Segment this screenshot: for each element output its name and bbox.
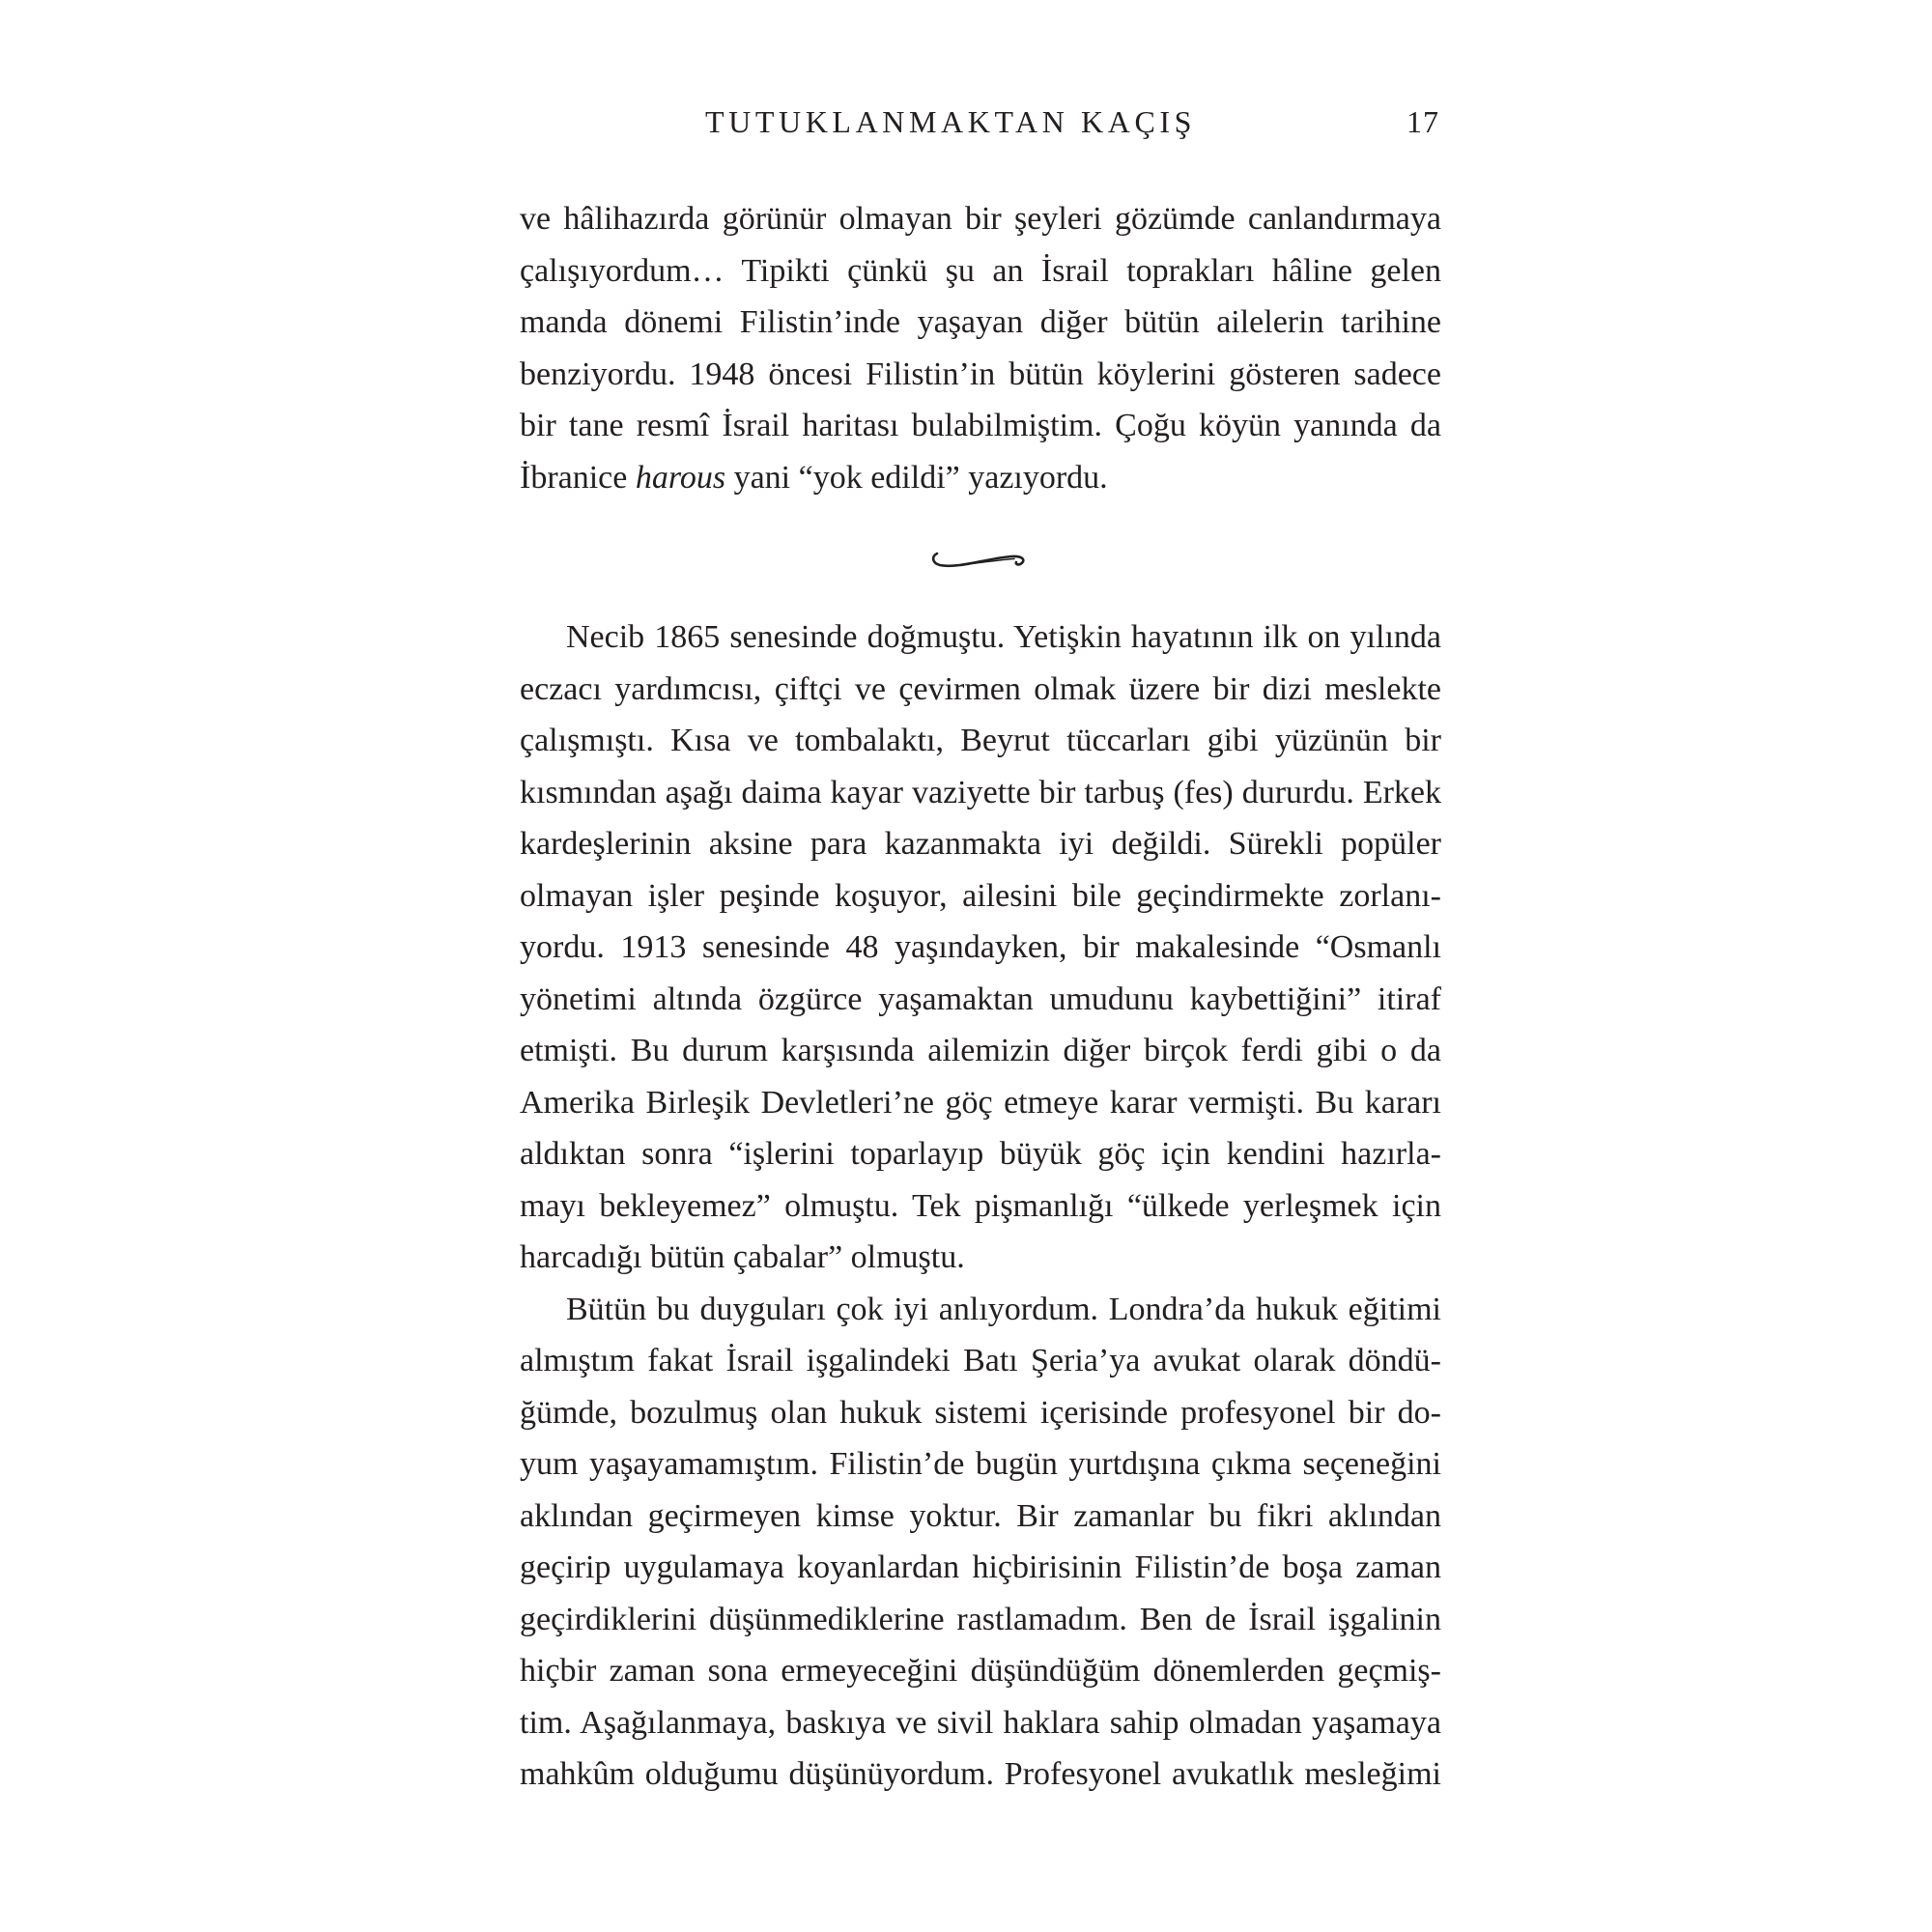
text-line: harcadığı bütün çabalar” olmuştu. (520, 1239, 965, 1275)
paragraph-1 (520, 193, 1441, 503)
page-number: 17 (1406, 104, 1439, 139)
text-line: geçirdiklerini düşünmediklerine rastlamadım. Ben de İsrail işgalinin (520, 1601, 1441, 1637)
text-line: Bütün bu duyguları çok iyi anlıyordum. Londra’da hukuk eğitimi (566, 1291, 1441, 1327)
text-line: mayı bekleyemez” olmuştu. Tek pişmanlığı “ülkede yerleşmek için (520, 1187, 1441, 1224)
text-line: manda dönemi Filistin’inde yaşayan diğer bütün ailelerin tarihine (520, 304, 1441, 340)
text-line: almıştım fakat İsrail işgalindeki Batı Şeria’ya avukat olarak döndü- (520, 1343, 1441, 1378)
text-line: yordu. 1913 senesinde 48 yaşındayken, bir makalesinde “Osmanlı (520, 929, 1441, 965)
text-line: çalışmıştı. Kısa ve tombalaktı, Beyrut tüccarları gibi yüzünün bir (520, 723, 1441, 758)
text-run: İbranice (520, 459, 636, 496)
text-line: kısmından aşağı daima kayar vaziyette bir tarbuş (fes) dururdu. Erkek (520, 774, 1441, 810)
running-head-title: TUTUKLANMAKTAN KAÇIŞ (705, 104, 1197, 139)
text-line: bir tane resmî İsrail haritası bulabilmiştim. Çoğu köyün yanında da (520, 408, 1441, 443)
paragraph-3 (520, 1284, 1441, 1801)
text-line: yum yaşayamamıştım. Filistin’de bugün yurtdışına çıkma seçeneğini (520, 1446, 1441, 1482)
text-line: benziyordu. 1948 öncesi Filistin’in bütün köylerini gösteren sadece (520, 355, 1441, 392)
text-line (520, 452, 1441, 504)
text-line: Necib 1865 senesinde doğmuştu. Yetişkin hayatının ilk on yılında (566, 619, 1441, 655)
text-line: geçirip uygulamaya koyanlardan hiçbirisinin Filistin’de boşa zaman (520, 1549, 1441, 1585)
text-line: tim. Aşağılanmaya, baskıya ve sivil haklara sahip olmadan yaşamaya (520, 1704, 1441, 1741)
text-line: yönetimi altında özgürce yaşamaktan umudunu kaybettiğini” itiraf (520, 980, 1441, 1017)
text-line: etmişti. Bu durum karşısında ailemizin diğer birçok ferdi gibi o da (520, 1033, 1441, 1068)
swash-ornament-icon (931, 542, 1028, 575)
text-run: yani “yok edildi” yazıyordu. (725, 459, 1108, 496)
text-line: çalışıyordum… Tipikti çünkü şu an İsrail toprakları hâline gelen (520, 252, 1441, 289)
text-line: eczacı yardımcısı, çiftçi ve çevirmen olmak üzere bir dizi meslekte (520, 670, 1441, 707)
text-line: Amerika Birleşik Devletleri’ne göç etmeye karar vermişti. Bu kararı (520, 1084, 1441, 1121)
body-text (520, 193, 1441, 1801)
text-line: aldıktan sonra “işlerini toparlayıp büyük göç için kendini hazırla- (520, 1136, 1441, 1172)
section-break (520, 503, 1441, 611)
text-line: olmayan işler peşinde koşuyor, ailesini bile geçindirmekte zorlanı- (520, 877, 1441, 914)
text-line: aklından geçirmeyen kimse yoktur. Bir zamanlar bu fikri aklından (520, 1497, 1441, 1534)
italic-term: harous (635, 459, 726, 496)
text-line: ve hâlihazırda görünür olmayan bir şeyleri gözümde canlandırmaya (520, 201, 1441, 237)
text-line: kardeşlerinin aksine para kazanmakta iyi değildi. Sürekli popüler (520, 826, 1441, 862)
text-line: mahkûm olduğumu düşünüyordum. Profesyonel avukatlık mesleğimi (520, 1756, 1441, 1792)
text-line: ğümde, bozulmuş olan hukuk sistemi içerisinde profesyonel bir do- (520, 1394, 1441, 1431)
text-line: hiçbir zaman sona ermeyeceğini düşündüğüm dönemlerden geçmiş- (520, 1653, 1441, 1689)
paragraph-2 (520, 611, 1441, 1284)
